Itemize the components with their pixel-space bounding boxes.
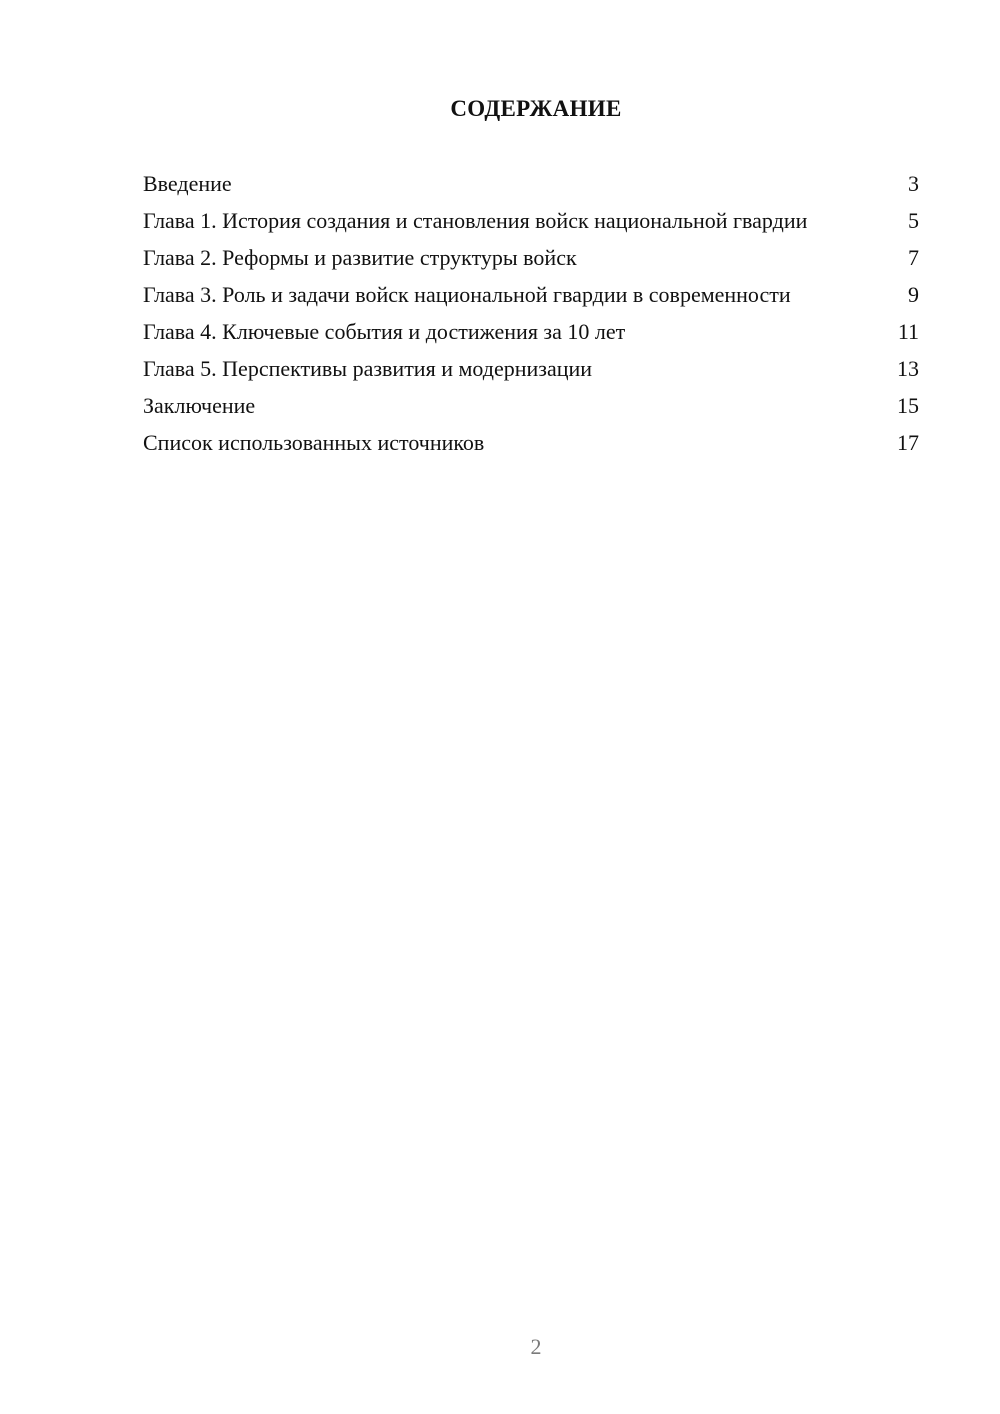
toc-entry-page: 13 (897, 356, 919, 381)
toc-entry-introduction[interactable] (143, 170, 919, 197)
toc-entry-label: Глава 5. Перспективы развития и модернизации (143, 356, 593, 381)
toc-entry-label: Введение (143, 171, 232, 196)
toc-entry-page: 15 (897, 393, 919, 418)
page-number: 2 (530, 1334, 542, 1359)
toc-entry-page: 11 (897, 319, 919, 344)
toc-entry-page: 9 (908, 282, 919, 307)
toc-entry-label: Глава 1. История создания и становления войск национальной гвардии (143, 208, 808, 233)
toc-entry-references[interactable] (143, 429, 919, 456)
toc-entry-page: 7 (908, 245, 919, 270)
toc-entry-page: 5 (908, 208, 919, 233)
toc-entry-label: Заключение (143, 393, 256, 418)
toc-entry-chapter-5[interactable] (143, 355, 919, 382)
toc-entry-chapter-3[interactable] (143, 281, 919, 308)
toc-entry-chapter-4[interactable] (143, 318, 919, 345)
page-title: СОДЕРЖАНИЕ (450, 96, 622, 121)
table-of-contents (143, 170, 919, 466)
toc-entry-label: Глава 4. Ключевые события и достижения за 10 лет (143, 319, 626, 344)
toc-entry-chapter-2[interactable] (143, 244, 919, 271)
toc-entry-page: 17 (897, 430, 919, 455)
toc-entry-chapter-1[interactable] (143, 207, 919, 234)
toc-entry-label: Глава 3. Роль и задачи войск национальной гвардии в современности (143, 282, 791, 307)
toc-entry-page: 3 (908, 171, 919, 196)
toc-entry-label: Список использованных источников (143, 430, 485, 455)
toc-entry-label: Глава 2. Реформы и развитие структуры войск (143, 245, 577, 270)
toc-entry-conclusion[interactable] (143, 392, 919, 419)
